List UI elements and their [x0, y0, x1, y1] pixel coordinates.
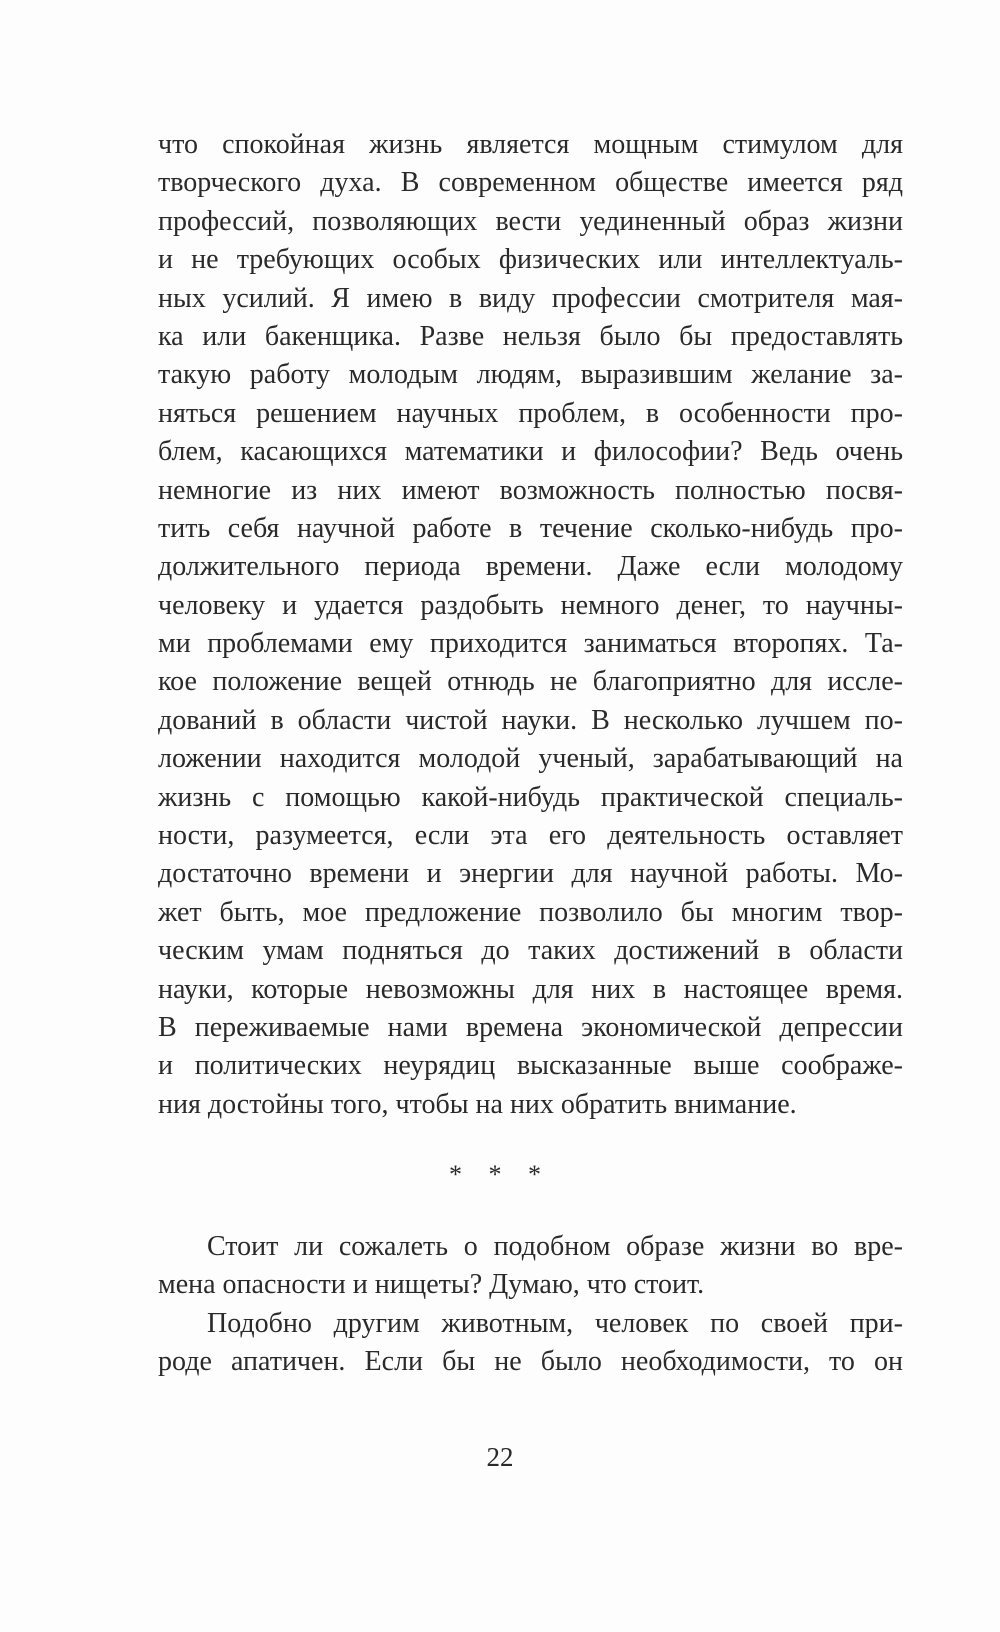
text-line: тить себя научной работе в течение сколько-нибудь про-	[158, 512, 903, 544]
text-line: такую работу молодым людям, выразившим желание за-	[158, 359, 903, 391]
text-line: ческим умам подняться до таких достижений в области	[158, 935, 903, 967]
text-line: Подобно другим животным, человек по своей при-	[207, 1307, 903, 1339]
text-line: ми проблемами ему приходится заниматься второпях. Та-	[158, 628, 903, 660]
text-line: В переживаемые нами времена экономической депрессии	[158, 1011, 903, 1043]
text-line: жет быть, мое предложение позволило бы многим твор-	[158, 896, 903, 928]
text-line: роде апатичен. Если бы не было необходимости, то он	[158, 1346, 903, 1378]
text-line: дований в области чистой науки. В несколько лучшем по-	[158, 704, 903, 736]
text-line: няться решением научных проблем, в особенности про-	[158, 397, 903, 429]
text-line: Стоит ли сожалеть о подобном образе жизни во вре-	[207, 1231, 903, 1262]
section-separator: * * *	[449, 1160, 551, 1189]
text-line: человеку и удается раздобыть немного денег, то научны-	[158, 589, 903, 621]
text-line: творческого духа. В современном обществе имеется ряд	[158, 167, 903, 199]
text-line: ложении находится молодой ученый, зарабатывающий на	[158, 743, 903, 775]
paragraph-main	[158, 126, 903, 1124]
text-line: ния достойны того, чтобы на них обратить внимание.	[158, 1088, 797, 1120]
text-line: что спокойная жизнь является мощным стимулом для	[158, 129, 903, 160]
text-line: жизнь с помощью какой-нибудь практической специаль-	[158, 781, 903, 813]
paragraph-continuation	[158, 1228, 903, 1382]
text-line: немногие из них имеют возможность полностью посвя-	[158, 474, 903, 506]
text-line: ка или бакенщика. Разве нельзя было бы предоставлять	[158, 320, 903, 352]
text-line: ных усилий. Я имею в виду профессии смотрителя мая-	[158, 282, 903, 314]
text-line: ности, разумеется, если эта его деятельность оставляет	[158, 820, 903, 852]
text-line: профессий, позволяющих вести уединенный образ жизни	[158, 205, 903, 237]
text-line: достаточно времени и энергии для научной работы. Мо-	[158, 858, 903, 890]
page-number: 22	[486, 1442, 514, 1472]
text-line: и политических неурядиц высказанные выше соображе-	[158, 1050, 903, 1082]
text-line: мена опасности и нищеты? Думаю, что стоит.	[158, 1269, 705, 1301]
text-line: и не требующих особых физических или интеллектуаль-	[158, 244, 903, 276]
text-line: науки, которые невозможны для них в настоящее время.	[158, 973, 903, 1005]
text-line: блем, касающихся математики и философии? Ведь очень	[158, 436, 903, 468]
text-line: кое положение вещей отнюдь не благоприятно для иссле-	[158, 666, 903, 698]
text-line: должительного периода времени. Даже если молодому	[158, 551, 903, 583]
